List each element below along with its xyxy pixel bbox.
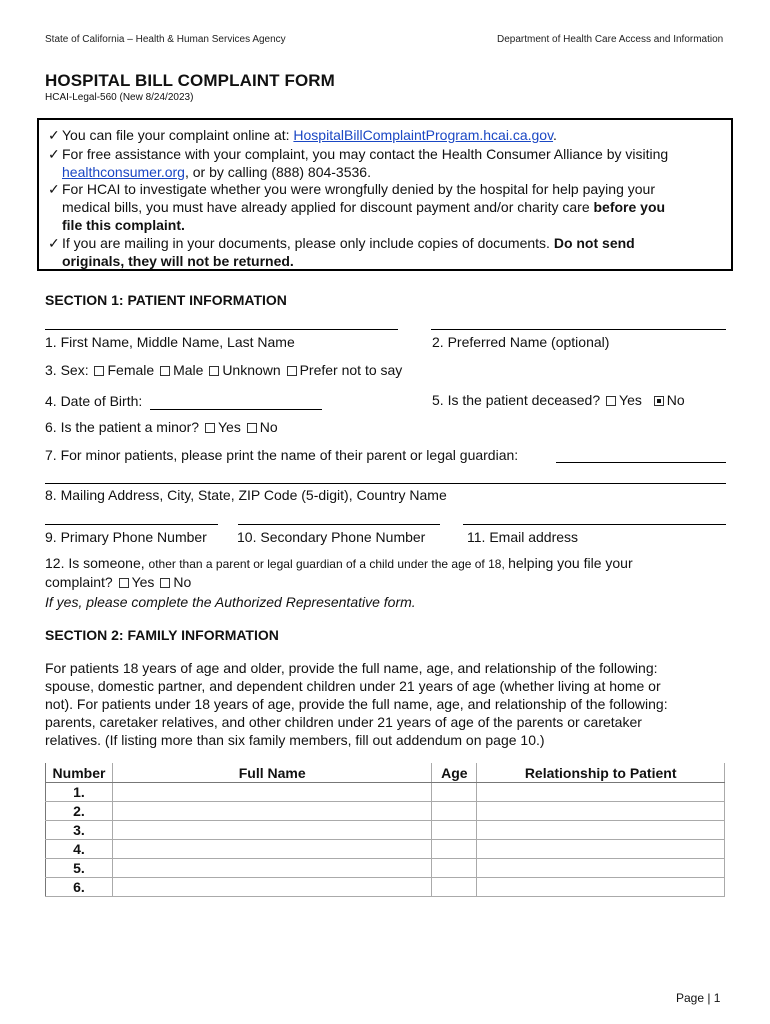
relationship-cell[interactable] bbox=[477, 878, 725, 897]
preferred-name-field[interactable] bbox=[431, 329, 726, 330]
department-header: Department of Health Care Access and Information bbox=[497, 34, 724, 45]
age-cell[interactable] bbox=[432, 821, 477, 840]
age-header: Age bbox=[432, 763, 477, 783]
family-instructions: For patients 18 years of age and older, provide the full name, age, and relationship of the following: spouse, domestic partner, and dependent children under 21 years of age (whether living at home or not). For patients under 18 years of age, provide the full name, age, and relationship of the following: parents, caretaker relatives, and other children under 21 years of age of the parents or caretaker relatives. (If listing more than six family members, fill out addendum on page 10.) bbox=[45, 660, 668, 748]
minor-row: 6. Is the patient a minor? Yes No bbox=[45, 419, 278, 435]
table-row bbox=[46, 859, 725, 878]
section-1-heading: SECTION 1: PATIENT INFORMATION bbox=[45, 292, 287, 308]
helper-answer-row: complaint? Yes No bbox=[45, 574, 192, 590]
form-code: HCAI-Legal-560 (New 8/24/2023) bbox=[45, 92, 194, 103]
full-name-cell[interactable] bbox=[112, 821, 431, 840]
mailing-address-label: 8. Mailing Address, City, State, ZIP Code (5-digit), Country Name bbox=[45, 487, 447, 503]
primary-phone-label: 9. Primary Phone Number bbox=[45, 529, 207, 545]
row-number: 4. bbox=[46, 840, 113, 859]
agency-header: State of California – Health & Human Services Agency bbox=[45, 34, 286, 45]
sex-male-checkbox[interactable] bbox=[160, 366, 170, 376]
relationship-cell[interactable] bbox=[477, 859, 725, 878]
row-number: 6. bbox=[46, 878, 113, 897]
relationship-header: Relationship to Patient bbox=[477, 763, 725, 783]
checkmark-icon: ✓ bbox=[48, 127, 60, 143]
info-bullet-1: ✓ You can file your complaint online at: HospitalBillComplaintProgram.hcai.ca.gov. bbox=[48, 127, 557, 143]
sex-female-checkbox[interactable] bbox=[94, 366, 104, 376]
deceased-row: 5. Is the patient deceased? Yes No bbox=[432, 392, 685, 408]
minor-yes-checkbox[interactable] bbox=[205, 423, 215, 433]
sex-row: 3. Sex: Female Male Unknown Prefer not to say bbox=[45, 362, 403, 378]
email-field[interactable] bbox=[463, 524, 726, 525]
checkmark-icon: ✓ bbox=[48, 235, 60, 251]
table-row bbox=[46, 802, 725, 821]
table-row bbox=[46, 878, 725, 897]
age-cell[interactable] bbox=[432, 802, 477, 821]
row-number: 3. bbox=[46, 821, 113, 840]
relationship-cell[interactable] bbox=[477, 802, 725, 821]
first-name-label: 1. First Name, Middle Name, Last Name bbox=[45, 334, 295, 350]
page-number: Page | 1 bbox=[676, 991, 721, 1005]
relationship-cell[interactable] bbox=[477, 821, 725, 840]
table-header-row bbox=[46, 763, 725, 783]
secondary-phone-field[interactable] bbox=[238, 524, 440, 525]
full-name-cell[interactable] bbox=[112, 783, 431, 802]
sex-unknown-checkbox[interactable] bbox=[209, 366, 219, 376]
helper-no-checkbox[interactable] bbox=[160, 578, 170, 588]
table-row bbox=[46, 821, 725, 840]
row-number: 1. bbox=[46, 783, 113, 802]
guardian-field[interactable] bbox=[556, 462, 726, 463]
info-bullet-4: ✓ If you are mailing in your documents, please only include copies of documents. Do not send originals, they will not be returned. bbox=[48, 235, 635, 269]
full-name-cell[interactable] bbox=[112, 859, 431, 878]
deceased-yes-checkbox[interactable] bbox=[606, 396, 616, 406]
primary-phone-field[interactable] bbox=[45, 524, 218, 525]
guardian-label: 7. For minor patients, please print the name of their parent or legal guardian: bbox=[45, 447, 519, 463]
age-cell[interactable] bbox=[432, 840, 477, 859]
info-bullet-3: ✓ For HCAI to investigate whether you were wrongfully denied by the hospital for help paying your medical bills, you must have already applied for discount payment and/or charity care before you file this complaint. bbox=[48, 181, 666, 233]
full-name-cell[interactable] bbox=[112, 802, 431, 821]
info-bullet-2: ✓ For free assistance with your complaint, you may contact the Health Consumer Alliance by visiting healthconsumer.org, or by calling (888) 804-3536. bbox=[48, 146, 669, 180]
preferred-name-label: 2. Preferred Name (optional) bbox=[432, 334, 610, 350]
first-name-field[interactable] bbox=[45, 329, 398, 330]
checkmark-icon: ✓ bbox=[48, 146, 60, 162]
age-cell[interactable] bbox=[432, 878, 477, 897]
row-number: 2. bbox=[46, 802, 113, 821]
table-row bbox=[46, 840, 725, 859]
mailing-address-field[interactable] bbox=[45, 483, 726, 484]
table-row bbox=[46, 783, 725, 802]
age-cell[interactable] bbox=[432, 859, 477, 878]
row-number: 5. bbox=[46, 859, 113, 878]
online-complaint-link[interactable]: HospitalBillComplaintProgram.hcai.ca.gov bbox=[293, 127, 554, 143]
authorized-rep-note: If yes, please complete the Authorized Representative form. bbox=[45, 594, 416, 610]
full-name-header: Full Name bbox=[112, 763, 431, 783]
checkmark-icon: ✓ bbox=[48, 181, 60, 197]
full-name-cell[interactable] bbox=[112, 840, 431, 859]
health-consumer-link[interactable]: healthconsumer.org bbox=[62, 164, 185, 180]
family-table bbox=[45, 763, 725, 897]
helper-yes-checkbox[interactable] bbox=[119, 578, 129, 588]
full-name-cell[interactable] bbox=[112, 878, 431, 897]
sex-prefer-not-checkbox[interactable] bbox=[287, 366, 297, 376]
number-header: Number bbox=[46, 763, 113, 783]
minor-no-checkbox[interactable] bbox=[247, 423, 257, 433]
age-cell[interactable] bbox=[432, 783, 477, 802]
relationship-cell[interactable] bbox=[477, 840, 725, 859]
email-label: 11. Email address bbox=[467, 529, 579, 545]
secondary-phone-label: 10. Secondary Phone Number bbox=[237, 529, 426, 545]
helper-question: 12. Is someone, other than a parent or legal guardian of a child under the age of 18, helping you file your bbox=[45, 555, 633, 571]
dob-field[interactable] bbox=[150, 409, 322, 410]
dob-label: 4. Date of Birth: bbox=[45, 393, 143, 409]
deceased-no-checkbox[interactable] bbox=[654, 396, 664, 406]
relationship-cell[interactable] bbox=[477, 783, 725, 802]
form-title: HOSPITAL BILL COMPLAINT FORM bbox=[45, 71, 335, 90]
section-2-heading: SECTION 2: FAMILY INFORMATION bbox=[45, 627, 279, 643]
